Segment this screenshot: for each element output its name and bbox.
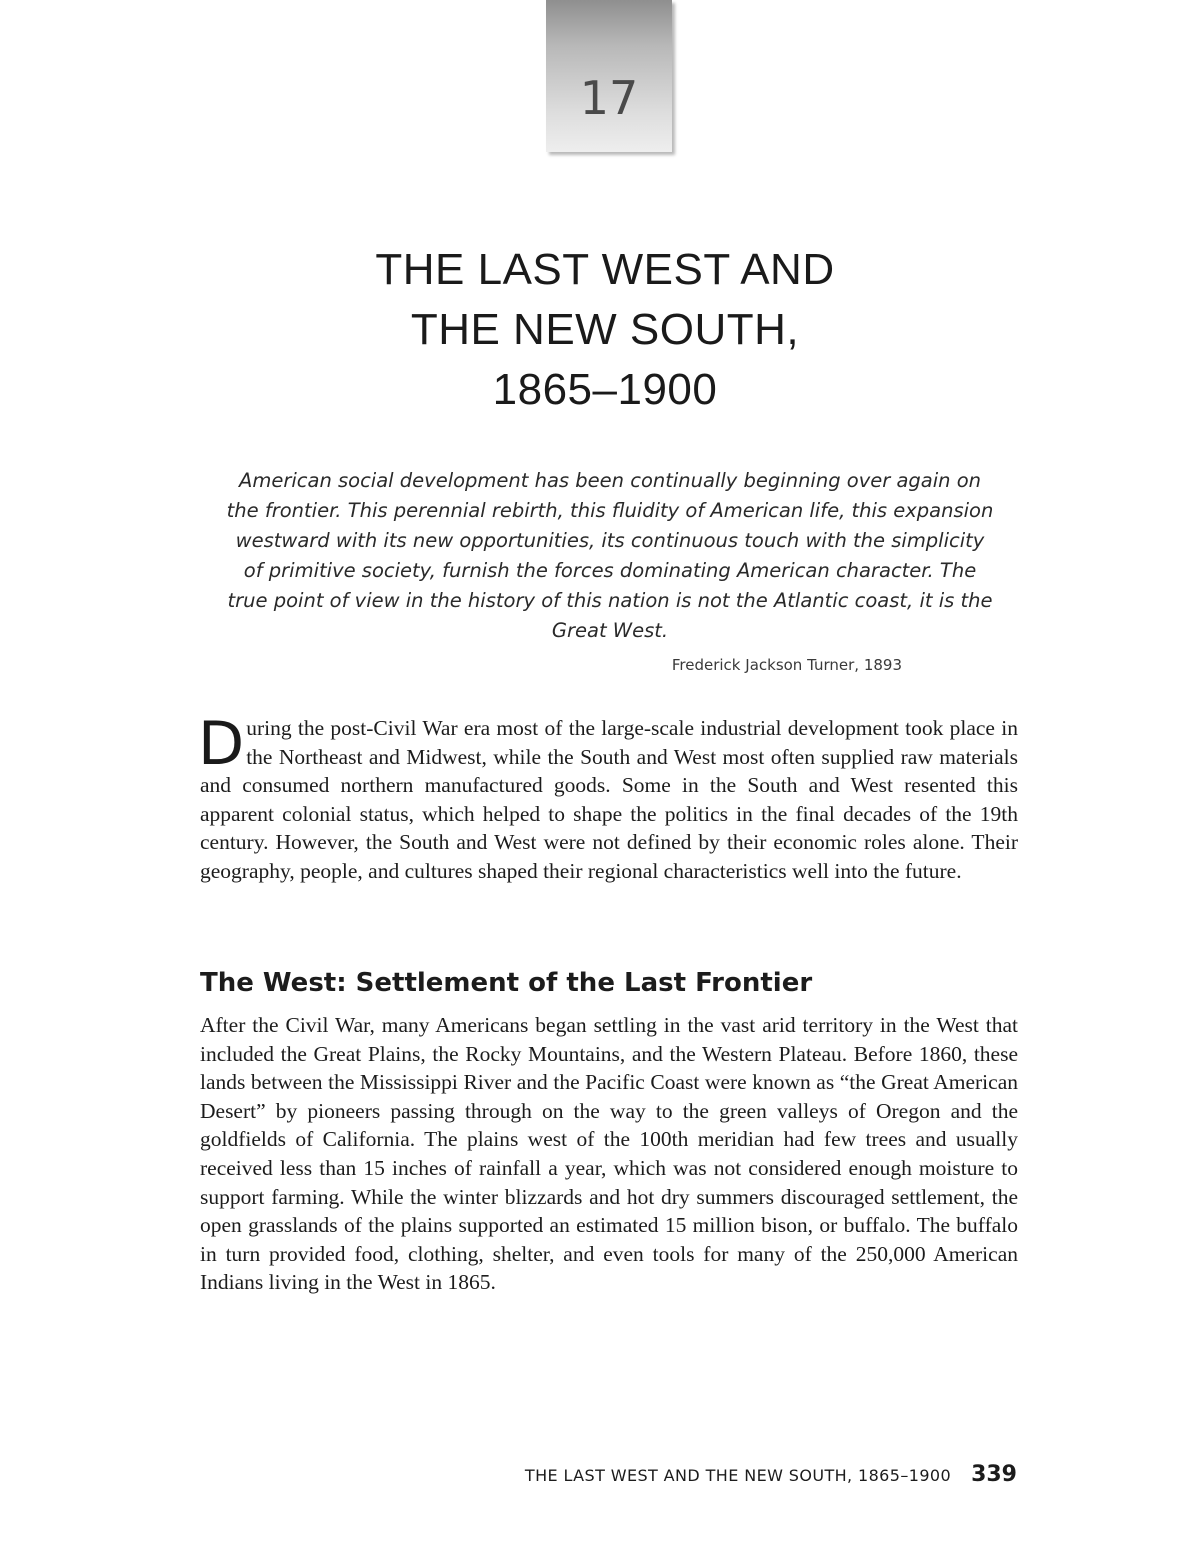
chapter-title (200, 240, 1010, 420)
running-footer (525, 1462, 1017, 1487)
chapter-title-line-1: THE LAST WEST AND (375, 245, 835, 294)
footer-running-title: THE LAST WEST AND THE NEW SOUTH, 1865–1900 (524, 1466, 952, 1485)
section-paragraph: After the Civil War, many Americans began settling in the vast arid territory in the West that included the Great Plains, the Rocky Mountains, and the Western Plateau. Before 1860, these lands between the Mississippi River and the Pacific Coast were known as “the Great American Desert” by pioneers passing through on the way to the green valleys of Oregon and the goldfields of California. The plains west of the 100th meridian had few trees and usually received less than 15 inches of rainfall a year, which was not considered enough moisture to support farming. While the winter blizzards and hot dry summers discouraged settlement, the open grasslands of the plains supported an estimated 15 million bison, or buffalo. The buffalo in turn provided food, clothing, shelter, and even tools for many of the 250,000 American Indians living in the West in 1865. (200, 1013, 1018, 1295)
epigraph-quote: American social development has been continually beginning over again on the frontier. This perennial rebirth, this fluidity of American life, this expansion westward with its new opportunities, its continuous touch with the simplicity of primitive society, furnish the forces dominating American character. The true point of view in the history of this nation is not the Atlantic coast, it is the Great West. (226, 469, 994, 642)
chapter-number: 17 (579, 71, 639, 125)
chapter-title-line-2: THE NEW SOUTH, (410, 305, 800, 354)
chapter-tab (546, 0, 672, 152)
page-number: 339 (971, 1462, 1017, 1487)
chapter-title-line-3: 1865–1900 (492, 365, 718, 414)
intro-paragraph (198, 709, 1018, 886)
drop-cap: D (198, 709, 245, 779)
intro-text: uring the post-Civil War era most of the large-scale industrial development took place in the Northeast and Midwest, while the South and West most often supplied raw materials and consumed northern manufactured goods. Some in the South and West resented this apparent colonial status, which helped to shape the politics in the final decades of the 19th century. However, the South and West were not defined by their economic roles alone. Their geography, people, and cultures shaped their regional characteristics well into the future. (200, 716, 1018, 883)
epigraph-attribution: Frederick Jackson Turner, 1893 (671, 656, 902, 674)
section-heading: The West: Settlement of the Last Frontier (200, 968, 813, 998)
